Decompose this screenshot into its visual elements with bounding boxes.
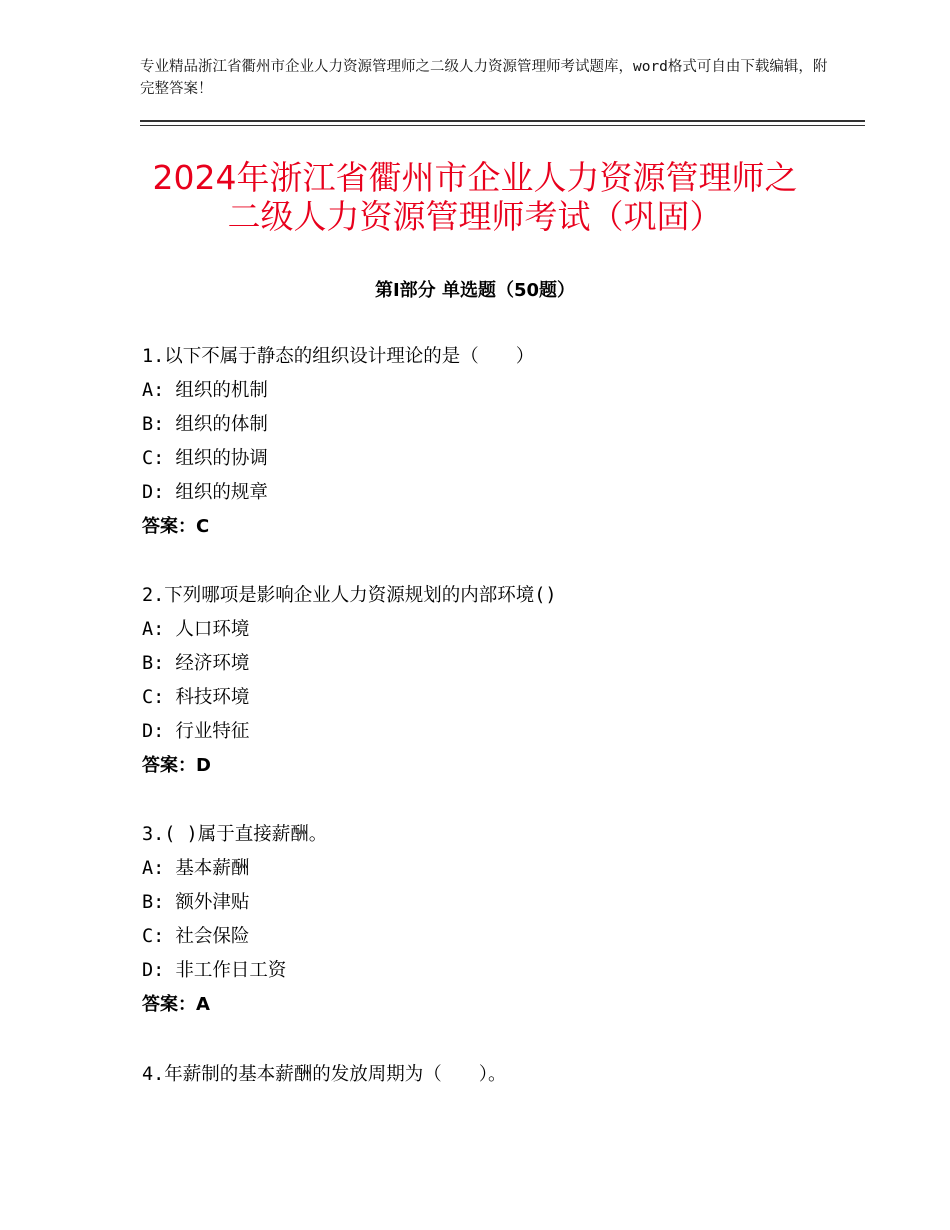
option-b: B: 额外津贴 — [142, 892, 250, 913]
section-heading: 第Ⅰ部分 单选题（50题） — [374, 280, 575, 301]
question-3 — [142, 818, 862, 1022]
answer: 答案：D — [142, 755, 211, 776]
question-stem: 4.年薪制的基本薪酬的发放周期为（ ）。 — [142, 1064, 507, 1085]
question-stem: 2.下列哪项是影响企业人力资源规划的内部环境() — [142, 585, 557, 606]
answer: 答案：C — [142, 516, 210, 537]
option-c: C: 组织的协调 — [142, 448, 268, 469]
title-line-2: 二级人力资源管理师考试（巩固） — [227, 197, 723, 236]
option-a: A: 基本薪酬 — [142, 858, 250, 879]
question-2 — [142, 579, 862, 783]
question-stem: 1.以下不属于静态的组织设计理论的是（ ） — [142, 346, 535, 367]
option-a: A: 组织的机制 — [142, 380, 268, 401]
header-note: 专业精品浙江省衢州市企业人力资源管理师之二级人力资源管理师考试题库，word格式可自由下载编辑，附完整答案！ — [140, 59, 828, 97]
question-stem: 3.( )属于直接薪酬。 — [142, 824, 328, 845]
header-rule-thick — [140, 120, 865, 122]
answer: 答案：A — [142, 994, 210, 1015]
option-b: B: 组织的体制 — [142, 414, 268, 435]
option-c: C: 科技环境 — [142, 687, 250, 708]
option-b: B: 经济环境 — [142, 653, 250, 674]
option-d: D: 非工作日工资 — [142, 960, 287, 981]
document-title — [100, 158, 850, 236]
header-rule-thin — [140, 125, 865, 126]
option-a: A: 人口环境 — [142, 619, 250, 640]
option-d: D: 行业特征 — [142, 721, 250, 742]
question-1 — [142, 340, 862, 544]
title-line-1: 2024年浙江省衢州市企业人力资源管理师之 — [152, 158, 798, 197]
question-4 — [142, 1058, 862, 1092]
option-d: D: 组织的规章 — [142, 482, 268, 503]
option-c: C: 社会保险 — [142, 926, 250, 947]
